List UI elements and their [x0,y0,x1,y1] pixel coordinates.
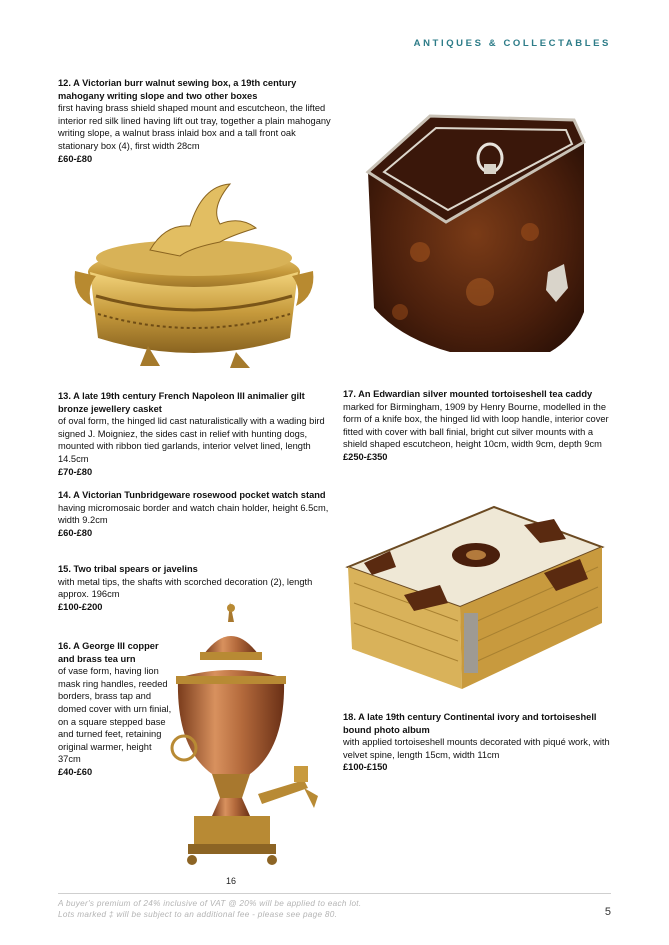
photo-album-photo [344,503,606,693]
lot-description: first having brass shield shaped mount and escutcheon, the lifted interior red silk lined having lift out tray, together a plain mahogany writing slope, a walnut brass inlaid box and a tall front oak stationary box (4), first width 28cm [58,103,331,151]
lot-title: 16. A George III copper and brass tea urn [58,641,159,664]
additional-fee-note: Lots marked ‡ will be subject to an additional fee - please see page 80. [58,910,338,919]
lot-description: with applied tortoiseshell mounts decorated with piqué work, with velvet spine, length 15cm, width 11cm [343,737,610,760]
gilt-bronze-casket-photo [70,176,318,372]
lot-estimate: £70-£80 [58,466,93,477]
lot-estimate: £60-£80 [58,527,93,538]
lot-estimate: £100-£150 [343,762,388,773]
lot-12 [58,77,336,165]
lot-estimate: £250-£350 [343,451,388,462]
lot-estimate: £60-£80 [58,153,93,164]
section-header: ANTIQUES & COLLECTABLES [413,38,611,49]
lot-16 [58,640,176,779]
lot-13 [58,390,336,478]
lot-estimate: £40-£60 [58,766,93,777]
lot-description: with metal tips, the shafts with scorched decoration (2), length approx. 196cm [58,576,313,600]
copper-tea-urn-photo [168,598,324,870]
lot-14 [58,489,336,539]
footer-note [58,898,361,920]
buyers-premium-note: A buyer's premium of 24% inclusive of VAT @ 20% will be applied to each lot. [58,899,362,908]
tortoiseshell-tea-caddy-photo [360,112,588,358]
lot-title: 14. A Victorian Tunbridgeware rosewood pocket watch stand [58,490,326,500]
lot-description: having micromosaic border and watch chain holder, height 6.5cm, width 9.2cm [58,502,329,526]
photo-caption: 16 [226,876,237,886]
lot-title: 13. A late 19th century French Napoleon III animalier gilt bronze jewellery casket [58,391,305,414]
page-number: 5 [604,906,611,918]
lot-description: of vase form, having lion mask ring handles, reeded borders, brass tap and domed cover with urn finial, on a square stepped base and turned feet, retaining original warmer, height 37cm [58,666,172,765]
lot-title: 15. Two tribal spears or javelins [58,564,198,574]
lot-description: marked for Birmingham, 1909 by Henry Bourne, modelled in the form of a knife box, the hinged lid with loop handle, interior cover fitted with cover with ball finial, bright cut silver mounts with a shield shaped escutcheon, height 10cm, width 9cm, depth 9cm [343,401,609,450]
lot-18 [343,711,611,774]
lot-description: of oval form, the hinged lid cast naturalistically with a wading bird signed J. Moigniez, the sides cast in relief with hunting dogs, mounted with ribbon tied garlands, interior velvet lined, length 14.5cm [58,416,325,464]
lot-estimate: £100-£200 [58,601,103,612]
lot-title: 17. An Edwardian silver mounted tortoiseshell tea caddy [343,389,593,399]
lot-title: 18. A late 19th century Continental ivory and tortoiseshell bound photo album [343,712,597,735]
lot-17 [343,388,611,464]
lot-title: 12. A Victorian burr walnut sewing box, a 19th century mahogany writing slope and two other boxes [58,78,297,101]
footer-divider [58,893,611,894]
